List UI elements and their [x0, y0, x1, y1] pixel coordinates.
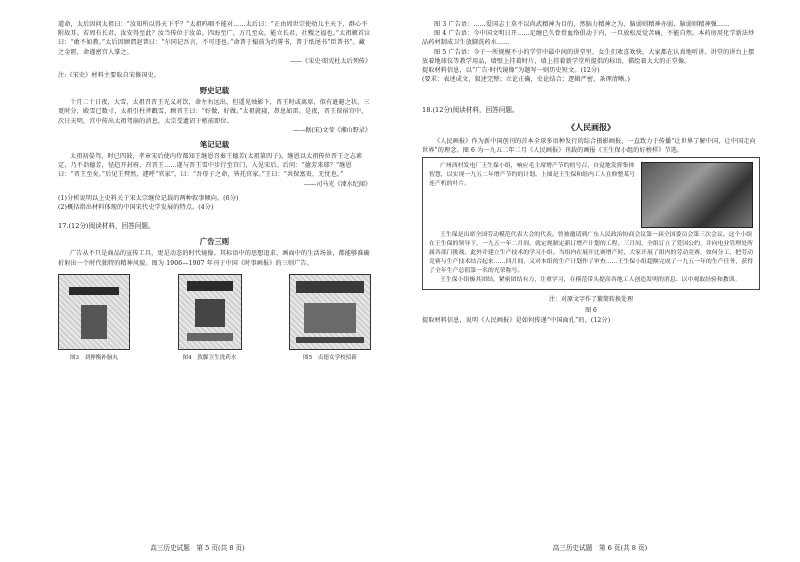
ad-image [58, 274, 130, 350]
figure-note: 注：对原文字作了繁简转换处理 [548, 296, 633, 304]
question-item: (2)概括指出材料体现的中国宋代史学发展的特点。(4分) [58, 204, 214, 212]
task-prompt: 提取材料信息，说明《人民画报》是如何传递“中国面孔”的。(12分) [422, 317, 611, 325]
question-number: 18.(12分)阅读材料，回答问题。 [422, 106, 519, 115]
ad-image [178, 274, 242, 350]
task-prompt: 提取材料信息，以“广告·时代镜像”为题写一则历史短文。(12分) [422, 67, 600, 75]
ad-image [289, 274, 371, 350]
worker-photo [641, 162, 753, 228]
figure-caption: 图 6 [585, 307, 597, 315]
text-paragraph: 道命，太后因问太祖曰：“汝知所以得天下乎？”太祖呜咽不能对……太后曰：“正由周世宗使幼儿主天下，群心不附故耳。若周有长君，汝安得至此？汝当传位于汝弟。四海至广，万几至众，能立长君，社稷之福也。”太祖顿首泣曰：“敢不如教。”太后因顾谓赵普曰：“尔同记吾言，不可违也。”命普于榻前为约誓书，普于纸尾书“臣普书”。藏之金匮，命谨密宫人掌之。 [58, 21, 371, 56]
text-paragraph: 太祖初晏驾，时已四鼓，孝章宋后使内侍都知王继恩召秦王德芳(太祖第四子)。继恩以太祖传位晋王之志素定，乃不诣德芳，径趋开封府，召晋王……遂与晋王雪中步行至宫门，入见宋后。后问：“德芳来耶？”继恩曰：“晋王至矣。”后见王愕然，遽呼“官家”，曰：“吾母子之命，皆托官家。”王曰：“共保富贵，无忧也。” [58, 153, 363, 179]
box-text: 广州西村发电厂王生保小组，响应毛主席增产节约的号召，自觉地发挥集体智慧，以实现一九五二年增产节约的计划。上图是王生保和组内工人在修整某号连产机的叶片。 [429, 163, 636, 188]
box-text: 王生保小组极其团结，紧密团结有力，注重学习，在模范带头提高各地工人创造发明的消息、以中观取经验和教训。 [440, 277, 741, 284]
page-footer: 高三历史试题 第 5 页(共 8 页) [150, 544, 245, 552]
citation: ——《宋史·昭宪杜太后列传》 [289, 57, 371, 65]
figure-6-box [422, 157, 760, 290]
text-paragraph: 图 3 广告语：……爱国志士莫不以尚武精神为目的，然脑力精神之为，脑弱则精神亦弱，脑弱则精神强…… [434, 21, 730, 28]
text-paragraph: 十月二十日夜，大雪，太祖召晋王光义对饮，命左右远出，但遥见烛影下，晋王时或离席，似有逊避之状。三更时分，殿雪已数寸，太祖引柱斧戳雪，顾晋王曰：“好做，好做。”太祖就寝，鼻息如雷。是夜，晋王留宿宫中，次日天明，宫中传出太祖驾崩的消息。太宗受遗诏于柩前即位。 [58, 99, 370, 125]
section-heading: 野史记载 [199, 86, 230, 96]
page-footer: 高三历史试题 第 6 页(共 8 页) [552, 544, 648, 552]
figure-caption: 图4 敦脚卫生洗药水 [182, 354, 237, 361]
figure-caption: 图5 贞德女学校招新 [303, 354, 357, 361]
text-paragraph: 《人民画报》作为新中国创刊的首本全球多语种发行的综合摄影画报，一直致力于传播“让世界了解中国，让中国走向世界”的理念。图 6 为一九五二年二月《人民画报》刊载的画报《王生保小组的好榜样》节选。 [422, 137, 756, 154]
question-item: (1)分析说明以上史料关于宋太宗继位记载的两种叙事倾向。(6分) [58, 194, 239, 202]
text-paragraph: 广告从不只是商品的宣传工具，更是动态的时代镜像。其标语中的思想追求、画面中的生活场景，都能够准确折射出一个时代独特的精神风貌。图为 1906—1907 年刊于中国《时事画报》的三则广告。 [58, 250, 370, 267]
ad-figures [58, 274, 371, 361]
citation: ——据(宋)文莹《湘山野录》 [293, 126, 371, 134]
section-heading: 《人民画报》 [567, 121, 615, 132]
citation: ——司马光《涑水纪闻》 [303, 180, 371, 188]
note: 注:《宋史》材料主要取自宋修国史。 [58, 72, 161, 80]
section-heading: 广告三则 [199, 237, 230, 247]
figure-caption: 图3 刘掸衡补脑丸 [69, 354, 119, 361]
section-heading: 笔记记载 [199, 140, 230, 150]
box-text: 王生保是出席全国劳动模范代表大会的代表。曾被邀请到广东人民政治协商会议第一届全国委员会第三次会议。这个小组在王生保的领导下，一九五一年二月间，就定规制定新订增产计划的工程。三月间，全组订立了爱国公约，并向电业管理处所属各部门挑战，此外并建立生产技术的学习小组。当组内在展开比赛增产时，大家开展了组内的劳动竞赛，如何分工，把劳动竞赛与生产技术结合起来……四月间，又对本组的生产计划作了审查……王生保小组超额完成了一九五一年的生产任务，获得了全年生产总值第一名的光荣称号。 [429, 232, 753, 275]
page-5 [0, 0, 395, 562]
figure-5 [289, 274, 371, 361]
question-number: 17.(12分)阅读材料，回答问题。 [58, 222, 155, 231]
text-paragraph: 图 5 广告语：今于一所规模不小的学堂中最中间的讲堂里，女生们欢喜欢快，大家都在认真地听讲。讲堂的讲台上摆放着地球仪等教学用品，墙壁上挂着时片，墙上挂着新学堂所提倡的标语，描绘着大大的正堂像。 [422, 48, 755, 65]
figure-4 [178, 274, 242, 361]
figure-3 [58, 274, 130, 361]
text-paragraph: 图 4 广告语：今中国文明日开……足缠已久骨骨血络俱动于内，一旦放松反觉苦痛，不能自然。本药房用化学新法炒品药材制成卫生放脚洗药水…… [422, 30, 755, 47]
task-requirements: (要求：表述成文，叙述完整；立论正确，史论结合；逻辑严密，条理清晰。) [422, 76, 631, 84]
page-6 [400, 0, 800, 562]
